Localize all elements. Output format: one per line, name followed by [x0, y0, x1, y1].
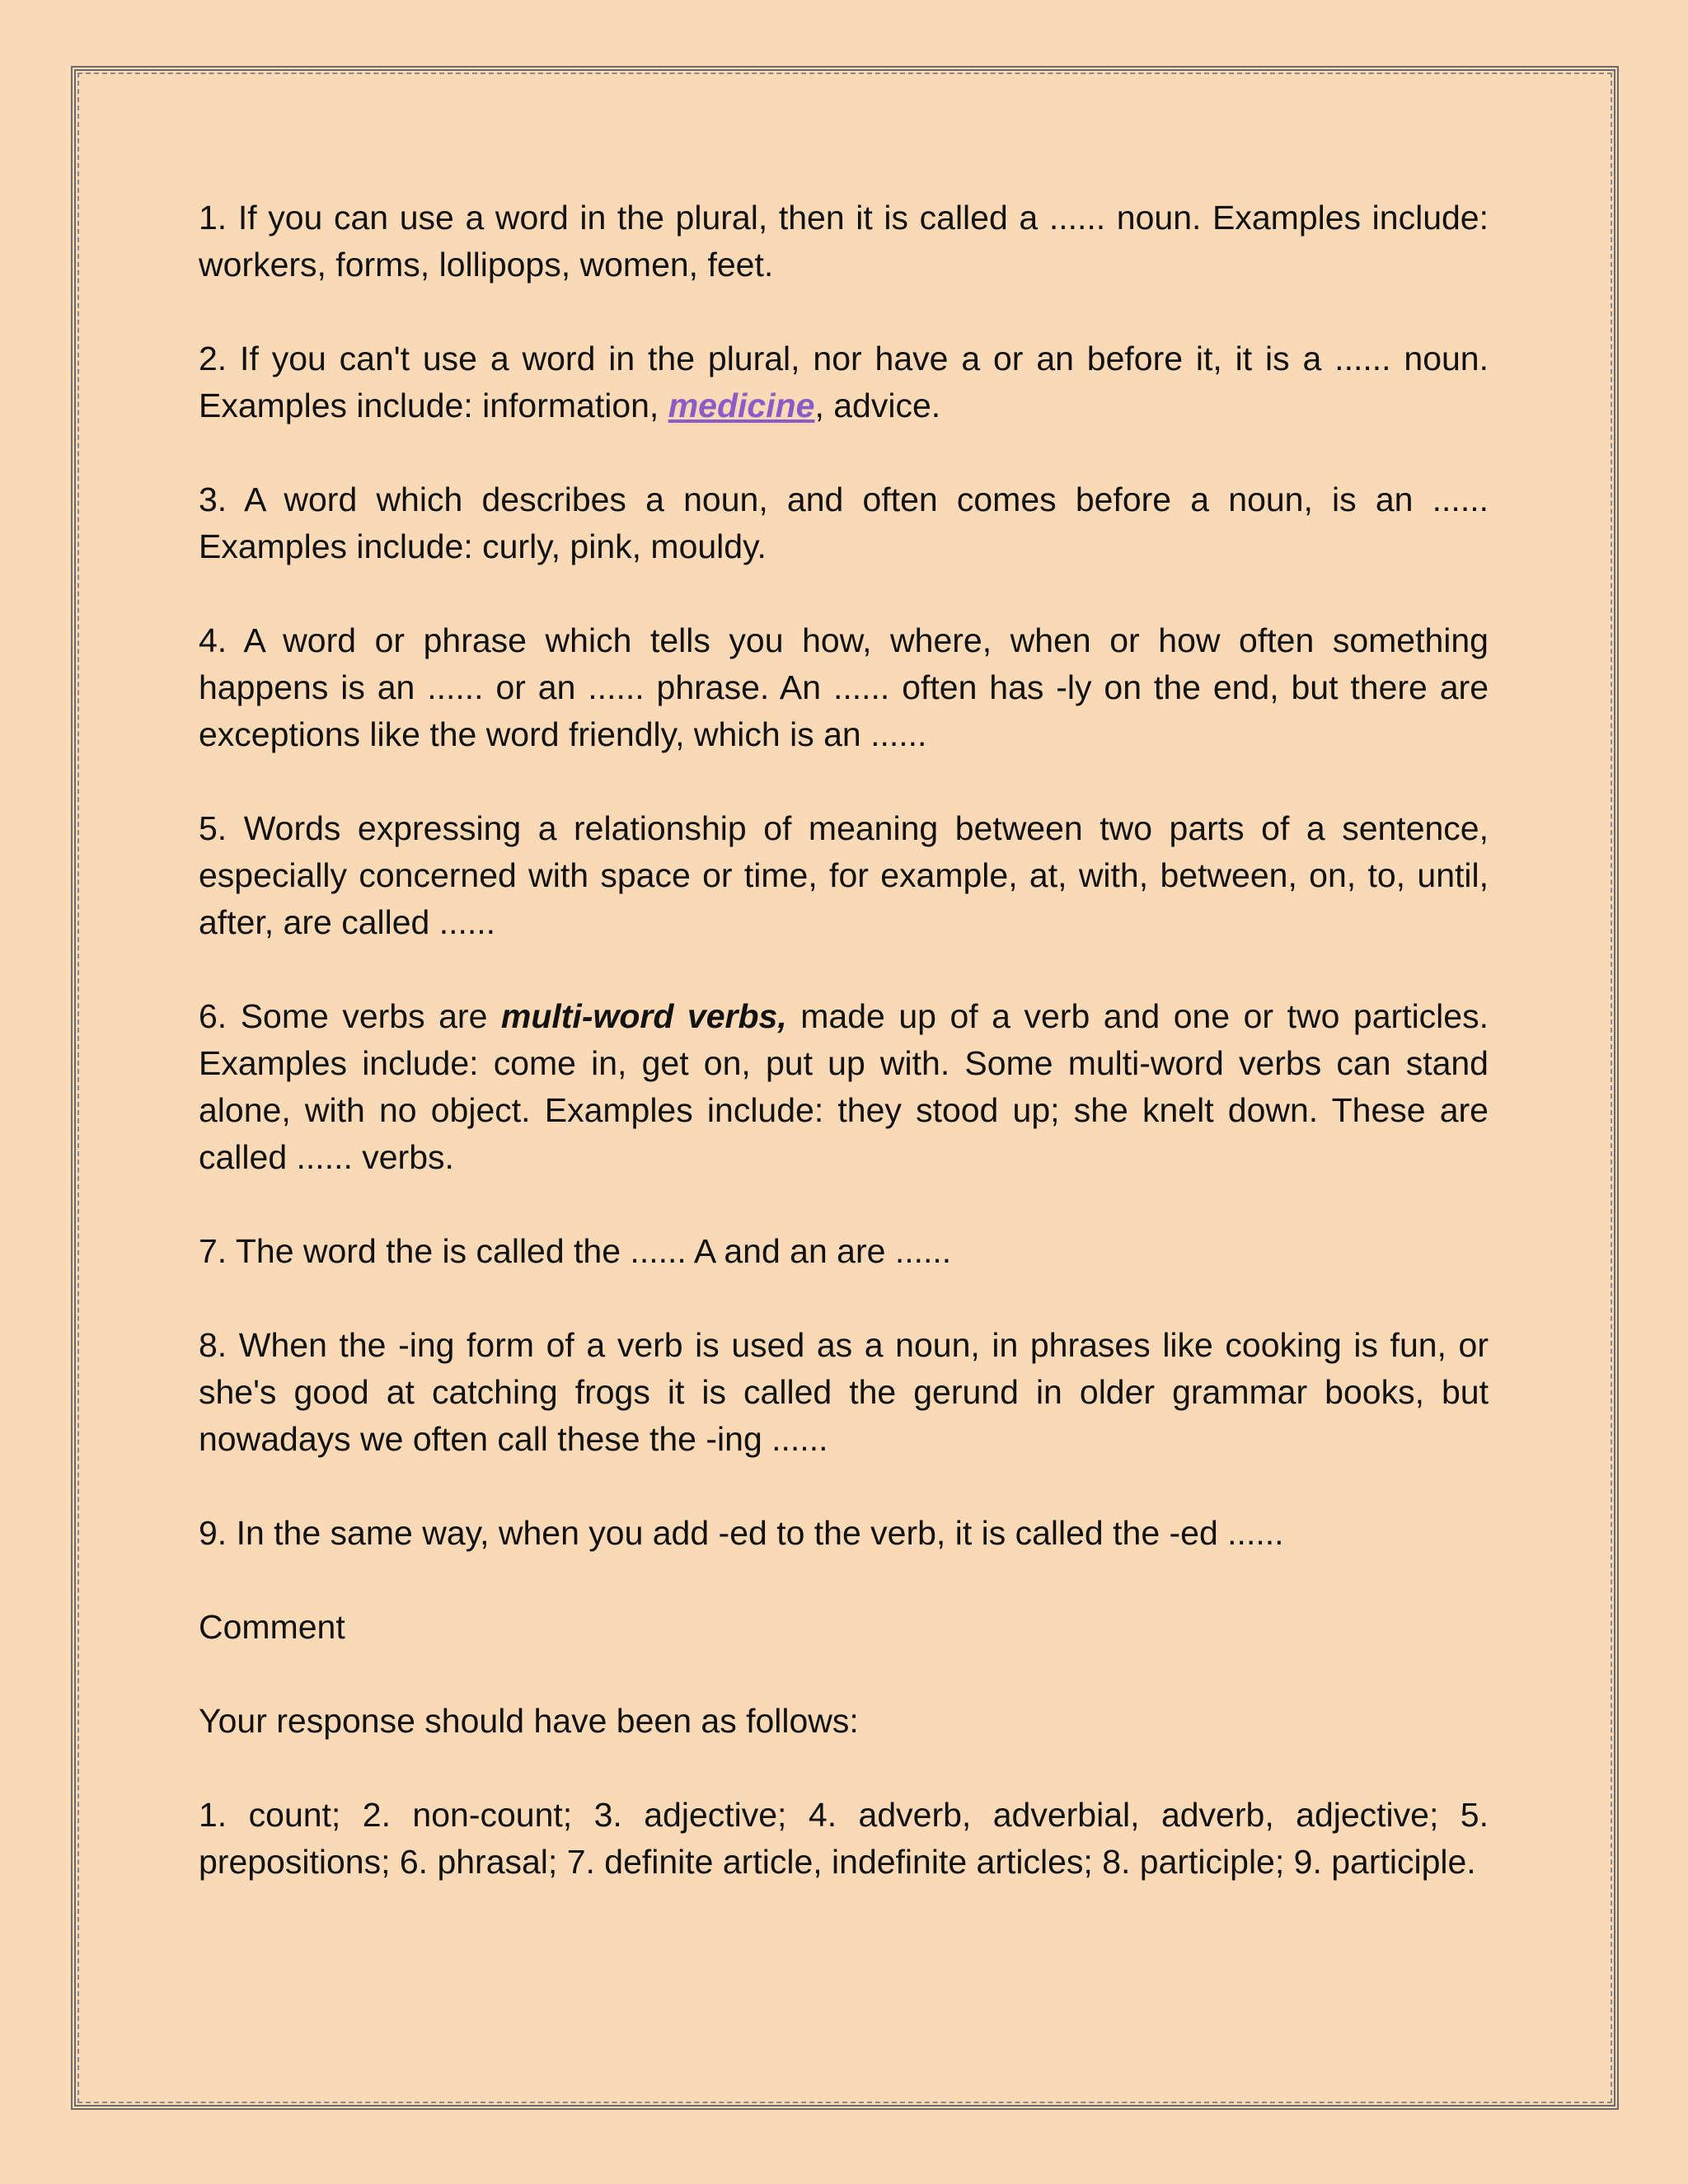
question-8: 8. When the -ing form of a verb is used as a noun, in phrases like cooking is fun, or she's good at catching frogs it is called the gerund in older grammar books, but nowadays we often call these the -ing ...... [199, 1326, 1489, 1458]
question-6 [199, 993, 1489, 1181]
question-4: 4. A word or phrase which tells you how, where, when or how often something happens is an ...... or an ...... phrase. An ...... often has -ly on the end, but there are exceptions like the word friendly, which is an ...... [199, 621, 1489, 753]
question-6-text: 6. Some verbs are [199, 997, 501, 1035]
answer-key: 1. count; 2. non-count; 3. adjective; 4. adverb, adverbial, adverb, adjective; 5. prepositions; 6. phrasal; 7. definite article, indefinite articles; 8. participle; 9. participle. [199, 1796, 1489, 1881]
comment-heading: Comment [199, 1608, 345, 1646]
multi-word-verbs-emphasis: multi-word verbs, [500, 997, 787, 1035]
medicine-link[interactable]: medicine [668, 387, 815, 424]
question-2 [199, 335, 1489, 429]
question-6-tail: made up of a verb and one or two particles. Examples include: come in, get on, put up with. Some multi-word verbs can stand alone, with no object. Examples include: they stood up; she knelt down. These are called ...... verbs. [199, 997, 1489, 1176]
question-2-text: 2. If you can't use a word in the plural, nor have a or an before it, it is a ...... noun. Examples include: information, [199, 340, 1489, 424]
question-1: 1. If you can use a word in the plural, then it is called a ...... noun. Examples include: workers, forms, lollipops, women, feet. [199, 199, 1489, 284]
question-9: 9. In the same way, when you add -ed to the verb, it is called the -ed ...... [199, 1514, 1284, 1552]
document-body [199, 194, 1489, 1933]
question-2-tail: , advice. [814, 387, 941, 424]
question-7: 7. The word the is called the ...... A and an are ...... [199, 1232, 952, 1270]
question-3: 3. A word which describes a noun, and often comes before a noun, is an ...... Examples include: curly, pink, mouldy. [199, 480, 1489, 565]
question-5: 5. Words expressing a relationship of meaning between two parts of a sentence, especially concerned with space or time, for example, at, with, between, on, to, until, after, are called ...... [199, 809, 1489, 941]
response-intro: Your response should have been as follows: [199, 1702, 859, 1740]
